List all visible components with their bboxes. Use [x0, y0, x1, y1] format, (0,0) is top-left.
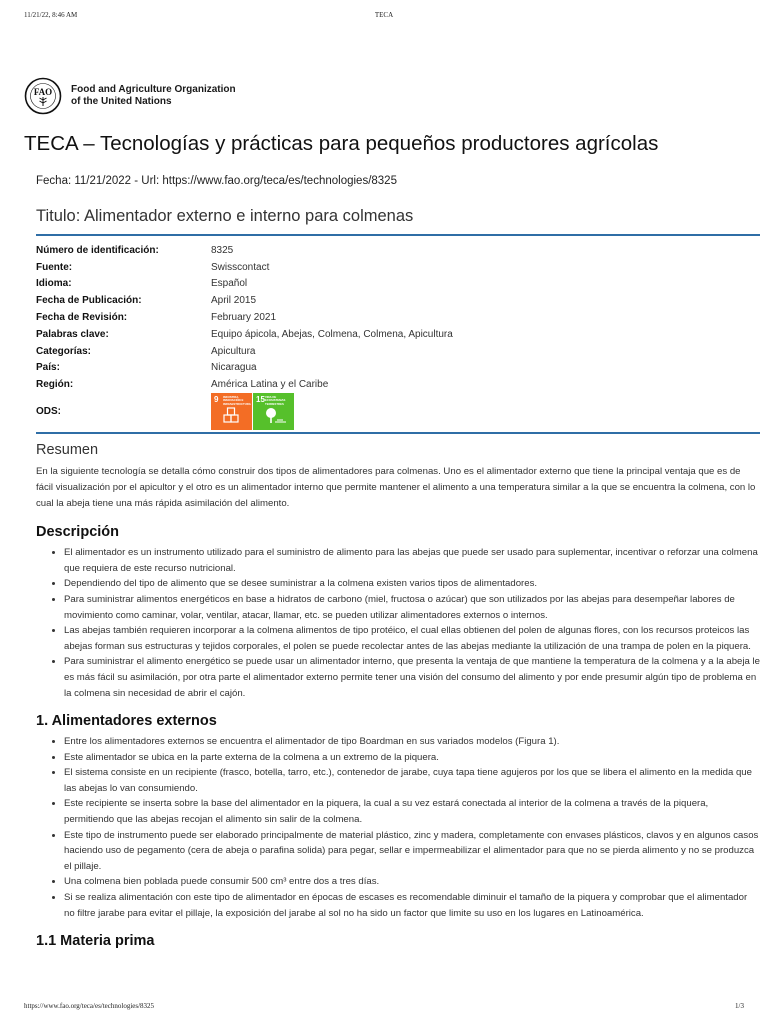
info-key: País:	[36, 362, 60, 374]
info-key: Fecha de Publicación:	[36, 295, 142, 307]
info-key: Región:	[36, 379, 74, 391]
title-divider	[36, 234, 760, 236]
list-item: • Las abejas también requieren incorporar a la colmena alimentos de tipo protéico, el cual ellas obtienen del polen de algunas flores, con los recursos proteicos las abejas forman sus estructuras y tejidos corporales, el polen se puede recolectar antes de las abejas mediante la utilización de una trampa de polen en la piquera.	[64, 623, 760, 654]
print-datetime: 11/21/22, 8:46 AM	[24, 11, 78, 19]
fao-emblem-letters: FAO	[33, 87, 53, 97]
info-value: Swisscontact	[211, 261, 270, 273]
descripcion-list	[36, 545, 760, 701]
list-item: • El sistema consiste en un recipiente (frasco, botella, tarro, etc.), contenedor de jarabe, cuya tapa tiene agujeros por los que se libera el alimento en la medida que las abejas lo van consumiendo.	[64, 765, 760, 796]
externos-list	[36, 734, 760, 921]
info-value: April 2015	[211, 295, 257, 307]
fao-name-line1: Food and Agriculture Organization	[71, 84, 236, 95]
sdg-9-badge[interactable]	[211, 393, 252, 430]
fao-emblem-icon	[24, 77, 62, 115]
footer-page-number: 1/3	[735, 1002, 744, 1010]
sdg-15-badge[interactable]	[253, 393, 294, 430]
list-item: • Una colmena bien poblada puede consumir 500 cm³ entre dos a tres días.	[64, 874, 760, 890]
fao-name	[71, 84, 236, 108]
sdg-number: 9	[214, 395, 219, 405]
document-title: Titulo: Alimentador externo e interno para colmenas	[36, 207, 414, 225]
info-key: Palabras clave:	[36, 328, 109, 340]
list-item: • Este alimentador se ubica en la parte externa de la colmena a un extremo de la piquera.	[64, 750, 760, 766]
info-row	[36, 326, 453, 343]
sdg-text: VIDA DE ECOSISTEMAS TERRESTRES	[265, 395, 286, 406]
sdg-number: 15	[256, 395, 265, 405]
list-item: • Para suministrar alimentos energéticos en base a hidratos de carbono (miel, fructosa o azúcar) que son utilizados por las abejas para desempeñar labores de movimiento como caminar, volar, ventilar, atacar, llamar, etc. se pueden utilizar alimentadores externos o internos.	[64, 592, 760, 623]
list-item: • Este recipiente se inserta sobre la base del alimentador en la piquera, la cual a su vez estará conectada al interior de la colmena a través de la piquera, permitiendo que las abejas recojan el alimento sin salir de la colmena.	[64, 796, 760, 827]
fao-logo[interactable]	[24, 78, 236, 114]
info-key: Idioma:	[36, 278, 72, 290]
info-row	[36, 343, 453, 360]
sdg-text: INDUSTRIA, INNOVACIÓN E INFRAESTRUCTURA	[223, 395, 251, 406]
info-value: Español	[211, 278, 248, 290]
info-key: ODS:	[36, 406, 61, 418]
info-row	[36, 376, 453, 393]
info-value: Equipo ápicola, Abejas, Colmena, Colmena, Apicultura	[211, 328, 453, 340]
info-key: Categorías:	[36, 345, 92, 357]
info-row-ods	[36, 393, 453, 430]
info-row	[36, 242, 453, 259]
document-content	[36, 207, 760, 954]
info-row	[36, 360, 453, 377]
infrastructure-cubes-icon	[211, 393, 252, 430]
info-key: Fecha de Revisión:	[36, 312, 128, 324]
tree-icon	[253, 393, 294, 430]
list-item: • Para suministrar el alimento energético se puede usar un alimentador interno, que presenta la ventaja de que mantiene la temperatura de la colmena y a la abeja le es más fácil su asimilación, por otra parte el alimentador externo permite tener una visión del consumo del alimento y por ende presumir algún tipo de problema en la colmena sin necesidad de abrir el cajón.	[64, 654, 760, 701]
info-table	[36, 242, 453, 430]
resumen-heading: Resumen	[36, 442, 99, 459]
date-url-line: Fecha: 11/21/2022 - Url: https://www.fao.org/teca/es/technologies/8325	[36, 175, 397, 187]
table-divider	[36, 432, 760, 434]
info-row	[36, 309, 453, 326]
info-row	[36, 276, 453, 293]
resumen-text: En la siguiente tecnología se detalla cómo construir dos tipos de alimentadores para colmenas. Uno es el alimentador externo que tiene la principal ventaja que es de fácil visualización por el apicultor y el otro es un alimentador interno que permite mantener el alimento a una temperatura similar a la que se encuentra la colmena, con lo cual la abeja tiene una más rápida asimilación del alimento.	[36, 466, 756, 510]
info-value: América Latina y el Caribe	[211, 379, 329, 391]
info-value: Apicultura	[211, 345, 256, 357]
list-item: • Si se realiza alimentación con este tipo de alimentador en épocas de escases es recomendable diminuir el tamaño de la piquera y comprobar que el alimentador no filtre jarabe para evitar el pillaje, la exposición del jarabe al sol no ha sido un factor que limite su uso en los lugares en Latinoamérica.	[64, 890, 760, 921]
fao-name-line2: of the United Nations	[71, 96, 172, 107]
info-key: Fuente:	[36, 261, 73, 273]
materia-prima-heading: 1.1 Materia prima	[36, 933, 155, 950]
sdg-badges	[211, 393, 453, 430]
info-value: Nicaragua	[211, 362, 257, 374]
descripcion-heading: Descripción	[36, 524, 119, 541]
info-value: 8325	[211, 244, 234, 256]
externos-heading: 1. Alimentadores externos	[36, 713, 217, 730]
page-title: TECA – Tecnologías y prácticas para pequeños productores agrícolas	[24, 132, 659, 155]
list-item: • Entre los alimentadores externos se encuentra el alimentador de tipo Boardman en sus variados modelos (Figura 1).	[64, 734, 760, 750]
info-value: February 2021	[211, 312, 277, 324]
print-page-title: TECA	[374, 11, 394, 19]
info-row	[36, 259, 453, 276]
list-item: • Este tipo de instrumento puede ser elaborado principalmente de material plástico, zinc y madera, completamente con envases plásticos, clavos y en algunos casos haciendo uso de pegamento (cera de abeja o parafina solida) para pegar, sellar e impermeabilizar el alimentador para que no se pierda alimento y no se produzca el pillaje.	[64, 828, 760, 875]
info-row	[36, 292, 453, 309]
list-item: • El alimentador es un instrumento utilizado para el suministro de alimento para las abejas que puede ser usado para suplementar, incentivar o reforzar una colmena que requiera de este recurso nutricional.	[64, 545, 760, 576]
footer-url[interactable]: https://www.fao.org/teca/es/technologies/8325	[24, 1002, 155, 1010]
info-key: Número de identificación:	[36, 244, 159, 256]
list-item: • Dependiendo del tipo de alimento que se desee suministrar a la colmena existen varios tipos de alimentadores.	[64, 576, 760, 592]
